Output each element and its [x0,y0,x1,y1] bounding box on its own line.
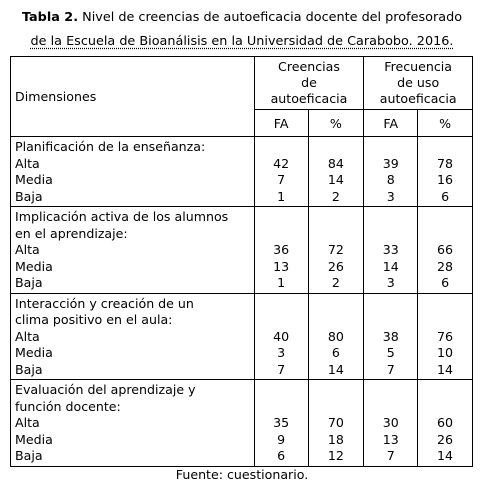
dimension-title: función docente: [15,398,121,414]
pct-value: 76 [437,328,454,344]
pct-value: 84 [327,155,344,171]
spacer [259,296,304,313]
spacer [259,226,304,243]
pct-value: 28 [437,258,454,274]
pct-value: 78 [437,155,454,171]
pct-cell [308,137,364,207]
fa-value: 7 [386,361,395,377]
level-label: Media [15,431,53,447]
spacer [313,139,360,156]
header-fa-2: FA [364,110,418,137]
table-row [11,293,473,380]
pct-value: 16 [437,172,454,187]
spacer [422,382,468,399]
fa-cell [364,380,418,467]
caption-line-2: de la Escuela de Bioanálisis en la Universidad de Carabobo. 2016. [30,34,454,49]
table-body [11,137,473,467]
spacer [422,139,468,156]
spacer [368,226,413,243]
pct-value: 60 [437,415,454,430]
spacer [368,399,413,416]
header-pct-2: % [418,110,473,137]
pct-value: 66 [437,242,454,257]
fa-value: 7 [386,448,395,463]
pct-value: 70 [327,415,344,430]
spacer [313,226,360,243]
pct-value: 6 [441,188,450,204]
dimension-title: en el aprendizaje: [15,225,128,241]
spacer [422,209,468,226]
spacer [368,296,413,313]
spacer [368,312,413,329]
fa-value: 6 [277,448,286,463]
dimension-cell [11,293,255,380]
spacer [313,399,360,416]
level-label: Baja [15,188,43,204]
fa-value: 36 [273,242,290,257]
dimension-title: Planificación de la enseñanza: [15,139,206,154]
dimension-cell [11,207,255,294]
level-label: Alta [15,415,40,430]
header-frecuencia: Frecuencia de uso autoeficacia [364,57,473,110]
fa-value: 3 [386,188,395,204]
spacer [422,226,468,243]
spacer [259,139,304,156]
data-table [10,56,473,467]
fa-value: 3 [386,275,395,290]
dimension-title: clima positivo en el aula: [15,312,173,327]
table-row [11,137,473,207]
pct-value: 2 [331,275,340,290]
level-label: Baja [15,275,43,290]
spacer [259,312,304,329]
level-label: Media [15,172,53,187]
table-caption [6,6,478,54]
header-creencias: Creencias de autoeficacia [254,57,364,110]
spacer [259,209,304,226]
header-fa-1: FA [254,110,308,137]
dimension-cell [11,380,255,467]
spacer [313,312,360,329]
table-source: Fuente: cuestionario. [175,467,309,482]
header-pct-1: % [308,110,364,137]
dimension-cell [11,137,255,207]
fa-value: 5 [386,345,395,360]
fa-value: 30 [382,415,399,430]
pct-value: 18 [327,431,344,447]
level-label: Alta [15,155,40,171]
level-label: Media [15,258,53,274]
level-label: Baja [15,361,43,377]
caption-line-1 [6,6,478,30]
fa-value: 39 [382,155,399,171]
fa-value: 8 [386,172,395,187]
fa-value: 14 [382,258,399,274]
dimension-title: Interacción y creación de un [15,295,194,311]
spacer [422,312,468,329]
pct-value: 10 [437,345,454,360]
pct-cell [308,207,364,294]
pct-cell [308,380,364,467]
spacer [422,399,468,416]
pct-value: 14 [327,172,344,187]
pct-value: 26 [327,258,344,274]
pct-cell [418,380,473,467]
fa-cell [254,293,308,380]
fa-value: 1 [277,188,286,204]
fa-value: 13 [273,258,290,274]
fa-cell [254,380,308,467]
fa-value: 33 [382,242,399,257]
level-label: Baja [15,448,43,463]
spacer [259,399,304,416]
spacer [422,296,468,313]
pct-value: 12 [327,448,344,463]
spacer [368,209,413,226]
pct-value: 14 [437,448,454,463]
fa-value: 40 [273,328,290,344]
fa-value: 9 [277,431,286,447]
fa-value: 3 [277,345,286,360]
caption-label: Tabla 2. [21,10,79,25]
fa-value: 7 [277,361,286,377]
level-label: Alta [15,328,40,344]
fa-value: 35 [273,415,290,430]
table-row [11,207,473,294]
pct-value: 14 [437,361,454,377]
dimension-title: Evaluación del aprendizaje y [15,382,196,397]
pct-value: 2 [331,188,340,204]
header-dimensiones: Dimensiones [11,57,255,137]
spacer [313,296,360,313]
fa-cell [254,137,308,207]
header-row-1 [11,57,473,110]
fa-cell [364,137,418,207]
fa-value: 42 [273,155,290,171]
pct-value: 80 [327,328,344,344]
fa-cell [364,293,418,380]
fa-cell [254,207,308,294]
pct-value: 6 [331,345,340,360]
spacer [313,209,360,226]
fa-value: 1 [277,275,286,290]
pct-value: 6 [441,275,450,290]
fa-cell [364,207,418,294]
caption-title: Nivel de creencias de autoeficacia docente del profesorado [82,10,463,25]
level-label: Alta [15,242,40,257]
pct-value: 14 [327,361,344,377]
fa-value: 38 [382,328,399,344]
pct-cell [418,293,473,380]
spacer [313,382,360,399]
level-label: Media [15,345,53,360]
fa-value: 7 [277,172,286,187]
pct-cell [418,207,473,294]
pct-value: 26 [437,431,454,447]
table-row [11,380,473,467]
spacer [368,139,413,156]
fa-value: 13 [382,431,399,447]
spacer [259,382,304,399]
dimension-title: Implicación activa de los alumnos [15,209,229,224]
pct-cell [418,137,473,207]
spacer [368,382,413,399]
pct-cell [308,293,364,380]
pct-value: 72 [327,242,344,257]
